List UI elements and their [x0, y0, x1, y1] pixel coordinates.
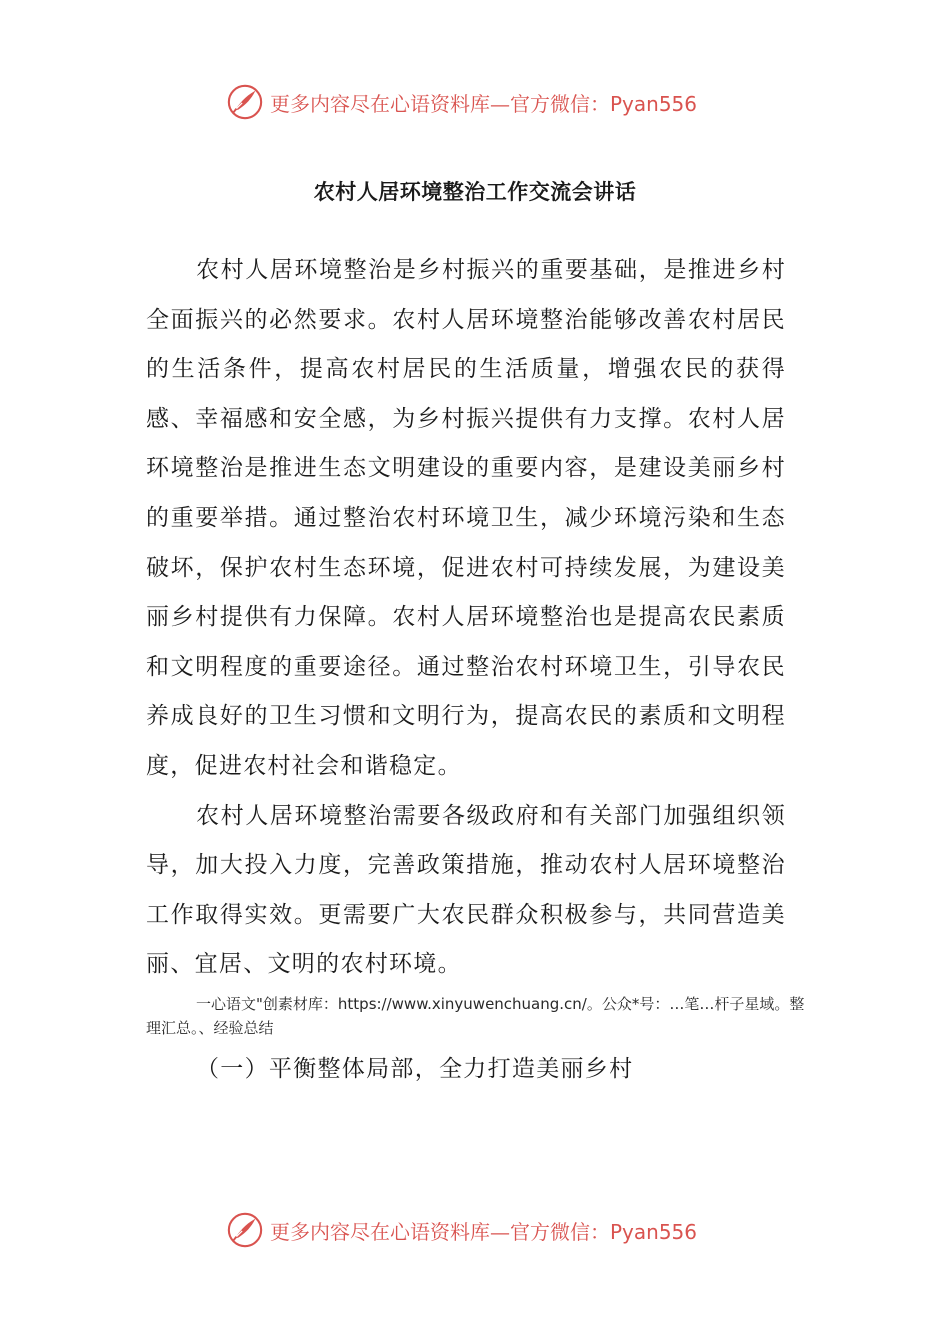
quill-pen-logo-icon — [226, 83, 264, 121]
watermark-header — [226, 82, 697, 122]
paragraph: 农村人居环境整治需要各级政府和有关部门加强组织领导，加大投入力度，完善政策措施，推动农村人居环境整治工作取得实效。更需要广大农民群众积极参与，共同营造美丽、宜居、文明的农村环境。 — [146, 802, 786, 978]
paragraph: 农村人居环境整治是乡村振兴的重要基础，是推进乡村全面振兴的必然要求。农村人居环境整治能够改善农村居民的生活条件，提高农村居民的生活质量，增强农民的获得感、幸福感和安全感，为乡村振兴提供有力支撑。农村人居环境整治是推进生态文明建设的重要内容，是建设美丽乡村的重要举措。通过整治农村环境卫生，减少环境污染和生态破坏，保护农村生态环境，促进农村可持续发展，为建设美丽乡村提供有力保障。农村人居环境整治也是提高农民素质和文明程度的重要途径。通过整治农村环境卫生，引导农民养成良好的卫生习惯和文明行为，提高农民的素质和文明程度，促进农村社会和谐稳定。 — [146, 257, 786, 779]
watermark-text: 更多内容尽在心语资料库—官方微信：Pyan556 — [270, 91, 698, 116]
document-body — [146, 246, 786, 990]
watermark-wechat-id: Pyan556 — [610, 1219, 698, 1244]
quill-pen-logo-icon — [226, 1211, 264, 1249]
source-note: 一心语文"创素材库：https://www.xinyuwenchuang.cn/。公众*号：…笔…杆子星域。整理汇总。、经验总结 — [146, 995, 805, 1037]
section-heading: （一）平衡整体局部，全力打造美丽乡村 — [196, 1056, 634, 1082]
watermark-footer — [226, 1210, 697, 1250]
watermark-wechat-id: Pyan556 — [610, 91, 698, 116]
watermark-text: 更多内容尽在心语资料库—官方微信：Pyan556 — [270, 1219, 698, 1244]
document-title: 农村人居环境整治工作交流会讲话 — [313, 179, 637, 204]
